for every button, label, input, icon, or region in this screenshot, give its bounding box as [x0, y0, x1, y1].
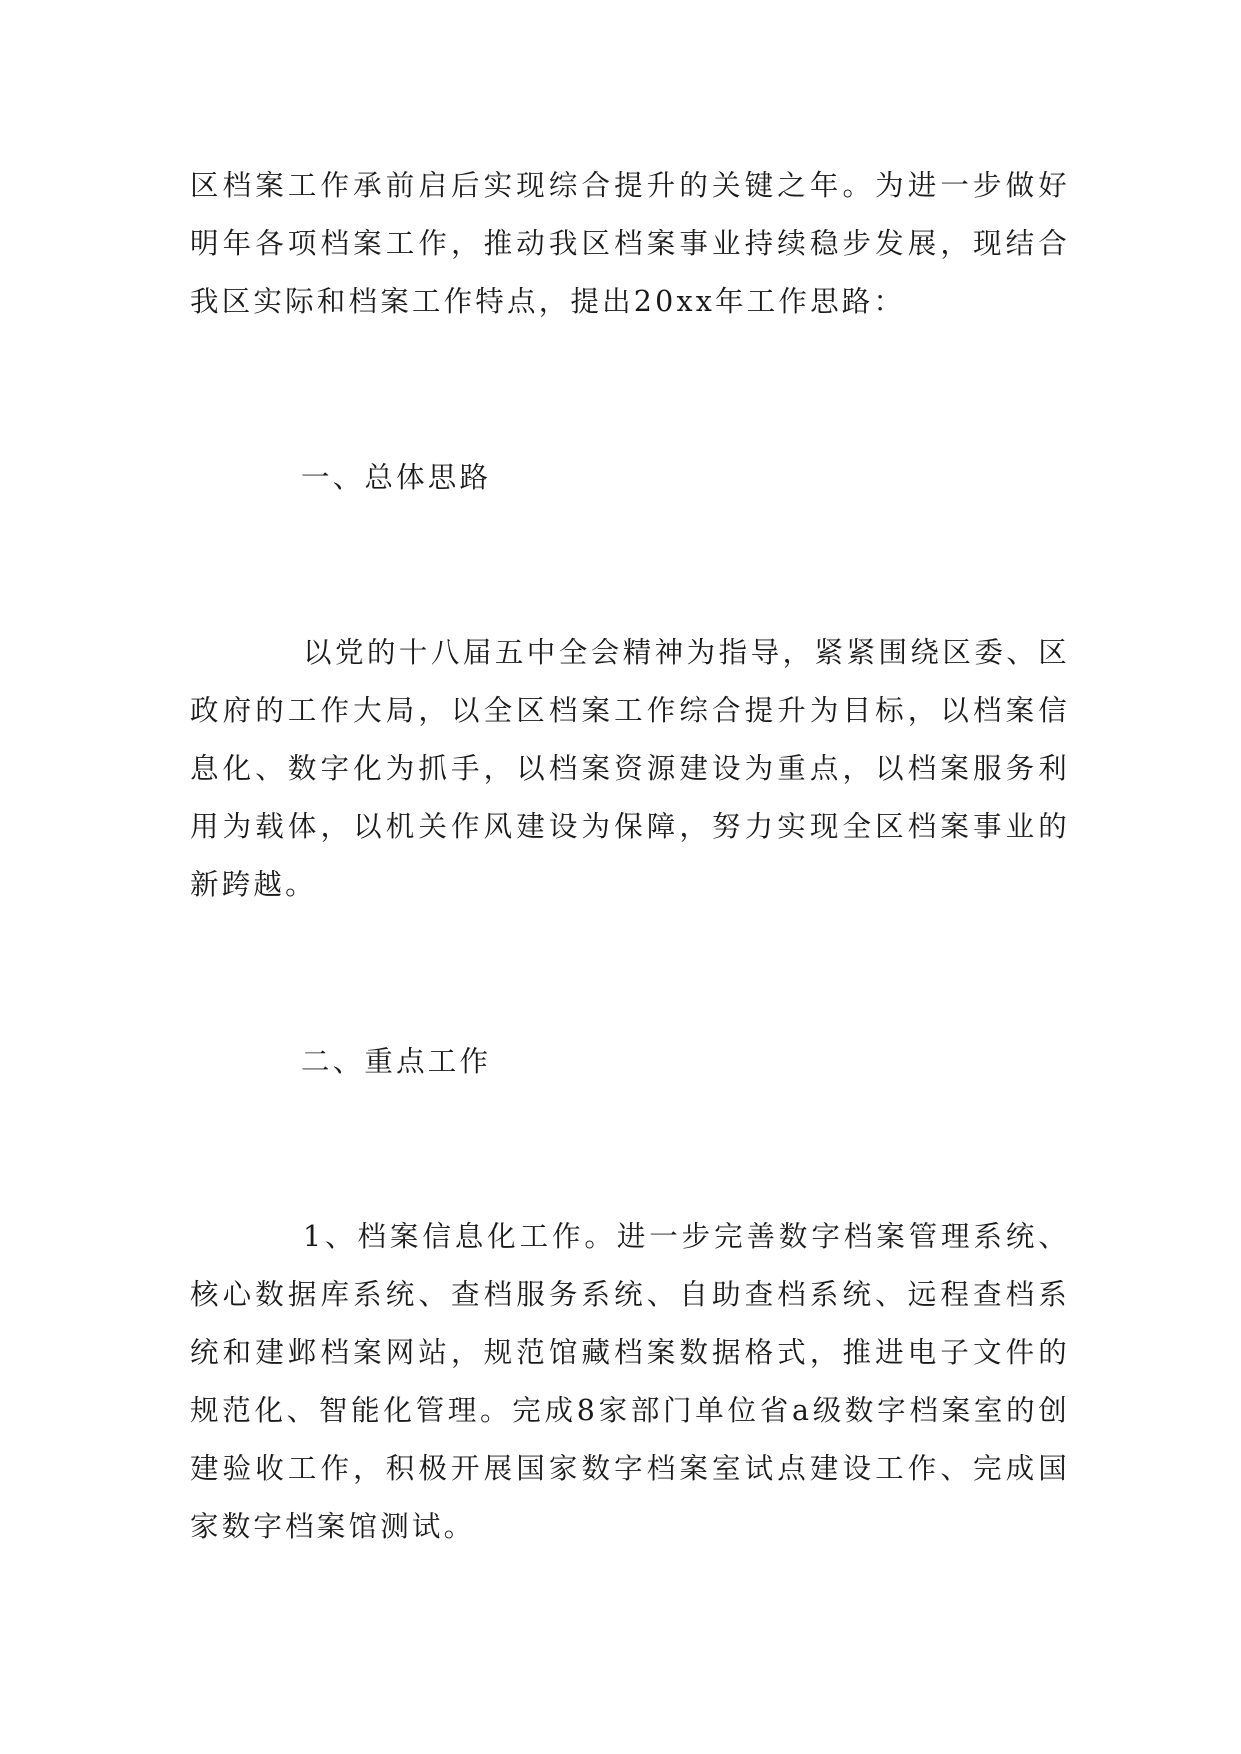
- overall-approach-paragraph: 以党的十八届五中全会精神为指导，紧紧围绕区委、区政府的工作大局，以全区档案工作综合提升为目标，以档案信息化、数字化为抓手，以档案资源建设为重点，以档案服务利用为载体，以机关作风建设为保障，努力实现全区档案事业的新跨越。: [190, 636, 1070, 901]
- section-heading-key-work: 二、重点工作: [301, 1045, 492, 1078]
- section-heading-overall-approach: 一、总体思路: [301, 461, 492, 494]
- intro-paragraph: 区档案工作承前启后实现综合提升的关键之年。为进一步做好明年各项档案工作，推动我区档案事业持续稳步发展，现结合我区实际和档案工作特点，提出20xx年工作思路：: [190, 169, 1070, 318]
- archive-informatization-paragraph: 1、档案信息化工作。进一步完善数字档案管理系统、核心数据库系统、查档服务系统、自助查档系统、远程查档系统和建邺档案网站，规范馆藏档案数据格式，推进电子文件的规范化、智能化管理。完成8家部门单位省a级数字档案室的创建验收工作，积极开展国家数字档案室试点建设工作、完成国家数字档案馆测试。: [190, 1220, 1070, 1543]
